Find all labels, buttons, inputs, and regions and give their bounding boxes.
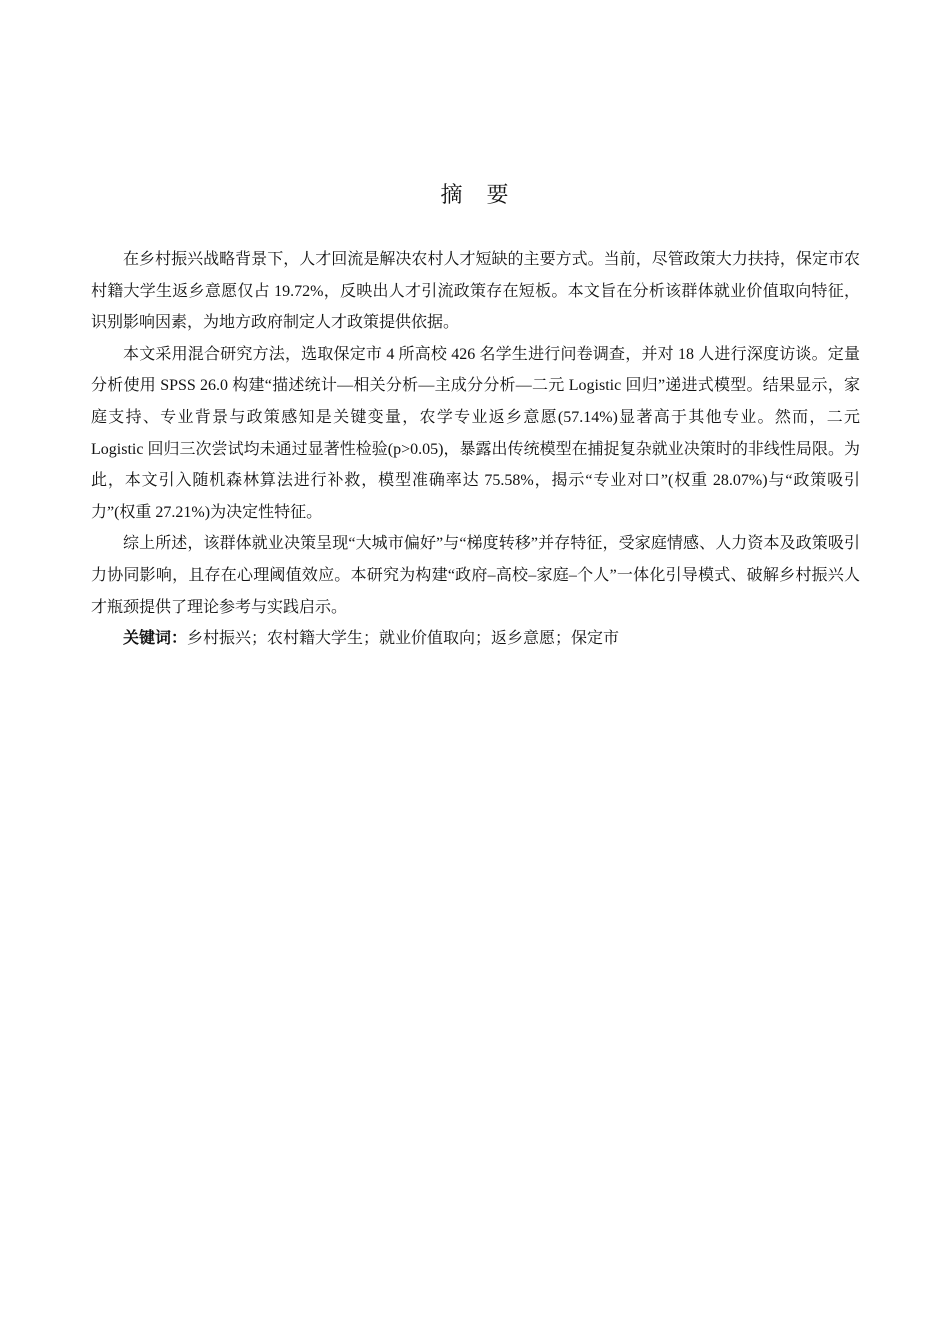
keywords-label: 关键词： bbox=[123, 630, 188, 648]
abstract-paragraph-1: 在乡村振兴战略背景下，人才回流是解决农村人才短缺的主要方式。当前，尽管政策大力扶持，保定市农村籍大学生返乡意愿仅占 19.72%，反映出人才引流政策存在短板。本文旨在分析该群体就业价值取向特征，识别影响因素，为地方政府制定人才政策提供依据。 bbox=[91, 251, 860, 332]
keywords-line bbox=[91, 623, 860, 655]
abstract-heading: 摘 要 bbox=[440, 183, 510, 208]
keywords-text: 乡村振兴；农村籍大学生；就业价值取向；返乡意愿；保定市 bbox=[187, 630, 620, 648]
abstract-body bbox=[91, 244, 860, 655]
abstract-paragraph-3: 综上所述，该群体就业决策呈现“大城市偏好”与“梯度转移”并存特征，受家庭情感、人力资本及政策吸引力协同影响，且存在心理阈值效应。本研究为构建“政府–高校–家庭–个人”一体化引导模式、破解乡村振兴人才瓶颈提供了理论参考与实践启示。 bbox=[91, 535, 860, 616]
abstract-paragraph-2: 本文采用混合研究方法，选取保定市 4 所高校 426 名学生进行问卷调查，并对 18 人进行深度访谈。定量分析使用 SPSS 26.0 构建“描述统计—相关分析—主成分分析—二元 Logistic 回归”递进式模型。结果显示，家庭支持、专业背景与政策感知是关键变量，农学专业返乡意愿(57.14%)显著高于其他专业。然而，二元 Logistic 回归三次尝试均未通过显著性检验(p>0.05)，暴露出传统模型在捕捉复杂就业决策时的非线性局限。为此，本文引入随机森林算法进行补救，模型准确率达 75.58%，揭示“专业对口”(权重 28.07%)与“政策吸引力”(权重 27.21%)为决定性特征。 bbox=[91, 345, 860, 521]
